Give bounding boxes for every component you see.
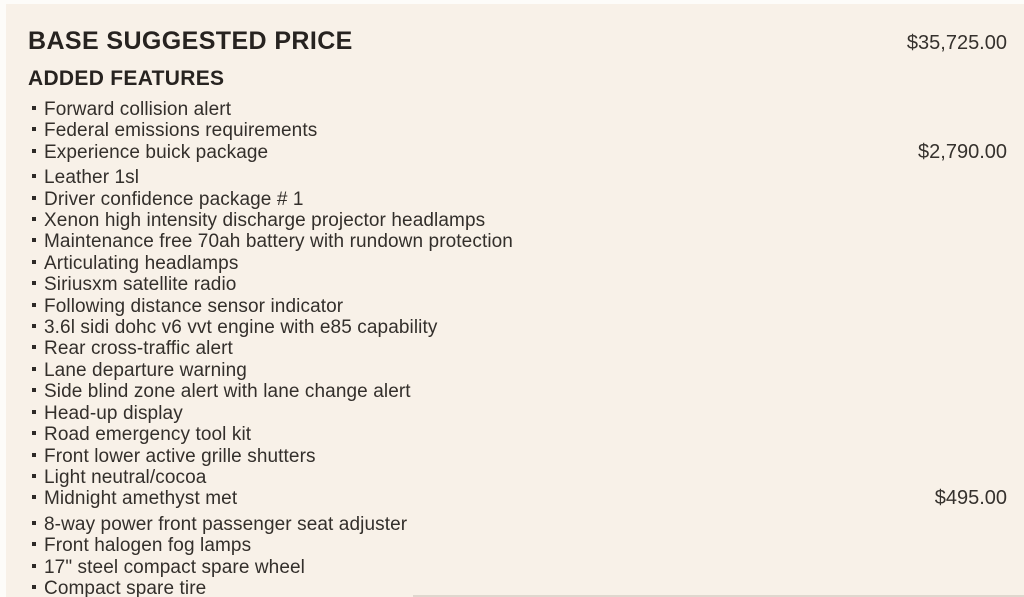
feature-label: Following distance sensor indicator [44, 295, 344, 317]
bullet-icon [32, 260, 36, 264]
feature-row [28, 557, 1007, 578]
feature-row [28, 488, 1007, 509]
feature-price: $2,790.00 [918, 140, 1007, 163]
bullet-icon [32, 303, 36, 307]
bullet-icon [32, 174, 36, 178]
feature-label: 8-way power front passenger seat adjuster [44, 513, 408, 535]
base-suggested-price-label: BASE SUGGESTED PRICE [28, 27, 353, 55]
bullet-icon [32, 106, 36, 110]
bullet-icon [32, 367, 36, 371]
feature-row [28, 535, 1007, 556]
feature-label: Road emergency tool kit [44, 424, 252, 446]
feature-label: Xenon high intensity discharge projector headlamps [44, 210, 486, 232]
base-price-row [28, 29, 1007, 54]
bullet-icon [32, 345, 36, 349]
bullet-icon [32, 217, 36, 221]
feature-row [28, 446, 1007, 467]
feature-row [28, 167, 1007, 188]
feature-row [28, 274, 1007, 295]
bullet-icon [32, 196, 36, 200]
bullet-icon [32, 388, 36, 392]
bullet-icon [32, 564, 36, 568]
feature-row [28, 99, 1007, 120]
bullet-icon [32, 453, 36, 457]
sticker-content [6, 29, 1024, 597]
feature-label: Maintenance free 70ah battery with rundown protection [44, 231, 513, 253]
feature-row [28, 381, 1007, 402]
feature-label: Front halogen fog lamps [44, 535, 252, 557]
feature-label: Articulating headlamps [44, 252, 239, 274]
feature-label: Forward collision alert [44, 99, 232, 120]
feature-label: Experience buick package [44, 141, 269, 163]
feature-label: Federal emissions requirements [44, 120, 318, 142]
feature-label: Front lower active grille shutters [44, 445, 316, 467]
feature-row [28, 360, 1007, 381]
bullet-icon [32, 127, 36, 131]
feature-label: 17" steel compact spare wheel [44, 556, 306, 578]
bullet-icon [32, 149, 36, 153]
feature-label: 3.6l sidi dohc v6 vvt engine with e85 capability [44, 317, 438, 339]
bullet-icon [32, 410, 36, 414]
bullet-icon [32, 495, 36, 499]
feature-label: Siriusxm satellite radio [44, 274, 237, 296]
feature-row [28, 403, 1007, 424]
added-features-heading: ADDED FEATURES [28, 67, 225, 90]
feature-row [28, 467, 1007, 488]
feature-label: Side blind zone alert with lane change alert [44, 381, 411, 403]
bullet-icon [32, 521, 36, 525]
bullet-icon [32, 281, 36, 285]
bullet-icon [32, 542, 36, 546]
feature-price: $495.00 [934, 487, 1007, 510]
feature-label: Compact spare tire [44, 577, 207, 597]
bullet-icon [32, 585, 36, 589]
feature-row [28, 317, 1007, 338]
bullet-icon [32, 431, 36, 435]
feature-row [28, 514, 1007, 535]
feature-label: Head-up display [44, 402, 183, 424]
feature-row [28, 338, 1007, 359]
feature-label: Midnight amethyst met [44, 488, 238, 510]
feature-label: Leather 1sl [44, 167, 140, 189]
bullet-icon [32, 324, 36, 328]
feature-label: Driver confidence package # 1 [44, 188, 304, 210]
base-suggested-price-value: $35,725.00 [906, 32, 1007, 54]
feature-row [28, 296, 1007, 317]
feature-label: Light neutral/cocoa [44, 466, 207, 488]
feature-row [28, 210, 1007, 231]
feature-row [28, 253, 1007, 274]
bullet-icon [32, 238, 36, 242]
feature-label: Rear cross-traffic alert [44, 338, 233, 360]
feature-label: Lane departure warning [44, 359, 247, 381]
feature-row [28, 120, 1007, 141]
feature-row [28, 424, 1007, 445]
features-list [28, 99, 1007, 597]
window-sticker-sheet [6, 4, 1024, 597]
feature-row [28, 231, 1007, 252]
bullet-icon [32, 474, 36, 478]
feature-row [28, 189, 1007, 210]
feature-row [28, 142, 1007, 163]
